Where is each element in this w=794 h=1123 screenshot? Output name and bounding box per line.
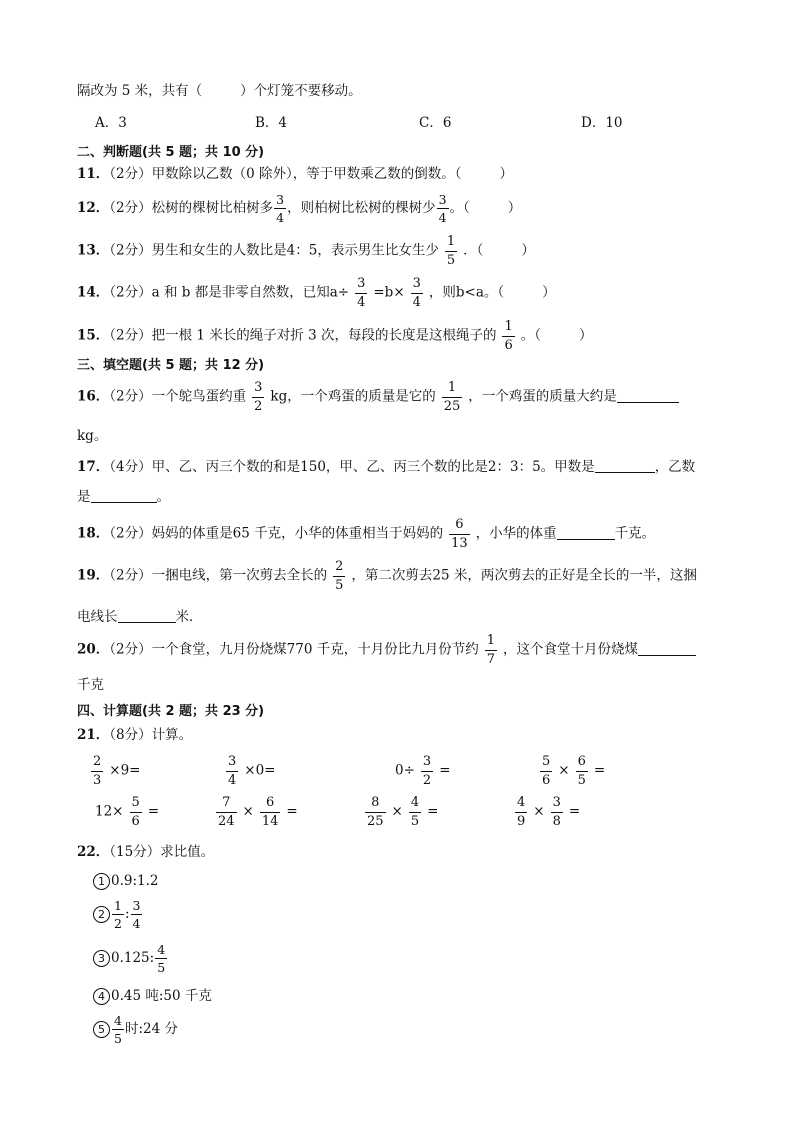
question-text: =b×	[373, 284, 405, 301]
question-13	[77, 235, 535, 267]
calc-tail: =	[568, 803, 581, 820]
question-text: kg，一个鸡蛋的质量是它的	[270, 388, 436, 405]
calc-pre: 12×	[95, 803, 124, 820]
ratio-item-3	[93, 943, 168, 974]
circled-number: 4	[93, 988, 110, 1005]
question-text: ，则b<a。（	[428, 284, 505, 301]
calc-item	[95, 796, 159, 828]
numerator: 8	[371, 795, 380, 810]
numerator: 3	[438, 192, 447, 207]
answer-blank[interactable]	[595, 460, 655, 473]
numerator: 3	[422, 754, 432, 769]
question-number: 20．	[77, 641, 110, 658]
question-points: （2分）	[109, 242, 152, 259]
calc-item	[226, 755, 276, 787]
question-text: ，一个鸡蛋的质量大约是	[468, 388, 617, 405]
question-points: （8分）	[109, 727, 152, 743]
calc-tail: =	[147, 803, 160, 820]
fraction	[131, 899, 143, 930]
numerator: 2	[93, 754, 102, 769]
question-points: （2分）	[109, 327, 152, 344]
calc-tail: ×9=	[109, 762, 141, 779]
question-text: ．（	[463, 242, 484, 259]
denominator: 13	[451, 535, 468, 551]
question-points: （2分）	[109, 567, 152, 584]
question-text: 电线长	[77, 609, 118, 625]
question-14	[77, 277, 556, 309]
question-number: 11．	[77, 166, 110, 182]
question-text: 一个鸵鸟蛋约重	[151, 388, 247, 405]
question-text: 妈妈的体重是65 千克，小华的体重相当于妈妈的	[151, 525, 444, 542]
question-text: 米．	[175, 609, 203, 625]
denominator: 2	[422, 772, 432, 788]
numerator: 1	[486, 633, 495, 648]
question-points: （2分）	[109, 525, 152, 542]
fraction	[252, 381, 264, 413]
paren-close: ）	[521, 242, 535, 259]
q10-option-c: C．6	[419, 115, 452, 131]
numerator: 3	[552, 795, 561, 810]
fraction	[333, 560, 345, 592]
numerator: 7	[222, 795, 231, 810]
question-text: 。	[156, 489, 170, 505]
denominator: 7	[486, 651, 495, 667]
circled-number: 1	[93, 873, 110, 890]
ratio-item-1	[93, 873, 159, 890]
ratio-item-5	[93, 1014, 178, 1045]
ratio-sep: :	[124, 906, 130, 923]
calc-op: ×	[533, 803, 545, 820]
question-number: 19．	[77, 567, 110, 584]
ratio-text: 0.125:	[111, 950, 155, 967]
fraction	[502, 320, 514, 352]
question-21	[77, 729, 192, 743]
question-20	[77, 634, 696, 666]
numerator: 2	[335, 559, 344, 574]
question-number: 12．	[77, 200, 110, 217]
question-points: （2分）	[109, 284, 152, 301]
denominator: 6	[542, 772, 551, 788]
fraction	[260, 796, 281, 828]
denominator: 25	[367, 813, 384, 829]
fraction	[216, 796, 237, 828]
question-number: 22．	[77, 844, 110, 860]
question-text: 计算。	[151, 727, 193, 743]
question-points: （2分）	[109, 641, 152, 658]
denominator: 4	[412, 294, 421, 310]
denominator: 24	[218, 813, 235, 829]
numerator: 6	[455, 517, 464, 532]
denominator: 4	[228, 772, 237, 788]
section-judgement-heading: 二、判断题(共 5 题；共 10 分)	[77, 145, 265, 160]
calc-item	[515, 796, 580, 828]
fraction	[445, 235, 457, 267]
question-text: ，乙数	[654, 459, 696, 475]
answer-blank[interactable]	[557, 527, 615, 540]
question-text: 一捆电线，第一次剪去全长的	[151, 567, 328, 584]
question-16	[77, 381, 679, 413]
question-19	[77, 560, 697, 592]
calc-item	[365, 796, 438, 828]
numerator: 5	[542, 754, 551, 769]
denominator: 2	[254, 398, 263, 414]
numerator: 3	[276, 192, 285, 207]
question-text: 把一根 1 米长的绳子对折 3 次，每段的长度是这根绳子的	[151, 327, 497, 344]
calc-item	[216, 796, 298, 828]
circled-number: 3	[93, 950, 110, 967]
paren-close: ）	[507, 200, 522, 217]
question-text: 。（	[449, 200, 470, 217]
question-text: 求比值。	[160, 844, 215, 860]
question-points: （2分）	[109, 166, 152, 182]
paren-close: ）	[499, 166, 514, 182]
fraction	[515, 796, 527, 828]
question-text: 男生和女生的人数比是4：5，表示男生比女生少	[151, 242, 439, 259]
denominator: 6	[131, 813, 140, 829]
denominator: 5	[410, 813, 420, 829]
question-number: 14．	[77, 284, 110, 301]
question-text: 是	[77, 489, 91, 505]
calc-item	[91, 755, 141, 787]
denominator: 4	[438, 210, 447, 226]
numerator: 1	[504, 319, 513, 334]
question-text: 松树的棵树比柏树多	[151, 200, 274, 217]
denominator: 6	[504, 337, 513, 353]
fraction	[421, 755, 433, 787]
denominator: 3	[93, 772, 102, 788]
calc-item	[395, 755, 451, 787]
ratio-text: 时:24 分	[124, 1021, 178, 1038]
calc-op: ×	[391, 803, 403, 820]
denominator: 8	[552, 813, 561, 829]
calc-op: ×	[558, 762, 570, 779]
question-points: （15分）	[109, 844, 161, 860]
q10-option-d: D．10	[581, 115, 623, 131]
section-calc-heading: 四、计算题(共 2 题；共 23 分)	[77, 704, 265, 719]
denominator: 5	[335, 577, 344, 593]
question-19-cont	[77, 610, 203, 625]
calc-tail: =	[593, 762, 606, 779]
answer-blank[interactable]	[638, 643, 696, 656]
question-22	[77, 846, 214, 860]
paren-close: ）	[542, 284, 556, 301]
question-text: 。（	[520, 327, 542, 344]
denominator: 5	[157, 960, 166, 976]
fraction	[442, 381, 463, 413]
numerator: 1	[446, 234, 456, 249]
question-points: （2分）	[109, 200, 152, 217]
q10-option-a: A．3	[95, 115, 127, 131]
question-11	[77, 168, 513, 182]
fraction	[409, 796, 421, 828]
question-text: ，第二次剪去25 米，两次剪去的正好是全长的一半，这捆	[351, 567, 697, 584]
numerator: 1	[447, 380, 457, 395]
fraction	[449, 518, 470, 550]
question-points: （4分）	[109, 459, 152, 475]
calc-tail: ×0=	[244, 762, 276, 779]
question-text: a 和 b 都是非零自然数，已知a÷	[151, 284, 350, 301]
numerator: 6	[577, 754, 586, 769]
q10-text: 隔改为 5 米，共有（	[77, 83, 203, 99]
question-number: 13．	[77, 242, 110, 259]
numerator: 6	[265, 795, 275, 810]
denominator: 5	[114, 1031, 122, 1047]
denominator: 9	[517, 813, 526, 829]
denominator: 2	[114, 916, 122, 932]
question-text: ，则柏树比松树的棵树少	[287, 200, 436, 217]
fraction	[551, 796, 563, 828]
question-points: （2分）	[109, 388, 152, 405]
calc-tail: =	[439, 762, 451, 779]
section-fill-heading: 三、填空题(共 5 题；共 12 分)	[77, 358, 265, 373]
fraction	[130, 796, 142, 828]
fraction	[274, 193, 286, 224]
calc-tail: =	[427, 803, 439, 820]
calc-tail: =	[286, 803, 298, 820]
question-number: 18．	[77, 525, 110, 542]
circled-number: 2	[93, 906, 110, 923]
answer-blank[interactable]	[617, 390, 679, 403]
denominator: 5	[577, 772, 586, 788]
question-16-cont: kg。	[77, 428, 108, 444]
fraction	[485, 634, 497, 666]
fraction	[226, 755, 238, 787]
fraction	[576, 755, 588, 787]
fraction	[437, 193, 449, 224]
calc-item	[540, 755, 605, 787]
question-text: 甲数除以乙数（0 除外），等于甲数乘乙数的倒数。（	[151, 166, 462, 182]
numerator: 3	[412, 276, 421, 291]
ratio-item-2	[93, 899, 143, 930]
question-17	[77, 460, 695, 475]
ratio-text: 0.9:1.2	[111, 873, 159, 889]
fraction	[112, 899, 124, 930]
denominator: 5	[446, 252, 456, 268]
circled-number: 5	[93, 1021, 110, 1038]
question-text: 甲、乙、丙三个数的和是150，甲、乙、丙三个数的比是2：3：5。甲数是	[151, 459, 595, 475]
denominator: 4	[357, 294, 366, 310]
calc-op: ×	[242, 803, 254, 820]
q10-option-b: B．4	[255, 115, 288, 131]
answer-blank[interactable]	[118, 610, 176, 623]
question-number: 16．	[77, 388, 110, 405]
q10-text-tail: ）个灯笼不要移动。	[240, 83, 362, 99]
fraction	[91, 755, 103, 787]
numerator: 3	[228, 754, 237, 769]
paren-close: ）	[579, 327, 593, 344]
fraction	[355, 277, 367, 309]
denominator: 4	[276, 210, 285, 226]
question-20-cont: 千克	[77, 677, 104, 693]
ratio-item-4	[93, 988, 212, 1005]
fraction	[540, 755, 552, 787]
numerator: 5	[131, 795, 140, 810]
denominator: 4	[132, 916, 141, 932]
denominator: 14	[261, 813, 279, 829]
ratio-text: 0.45 吨:50 千克	[111, 988, 212, 1004]
question-18	[77, 518, 655, 550]
numerator: 3	[357, 276, 366, 291]
question-text: ，这个食堂十月份烧煤	[502, 641, 638, 658]
fraction	[112, 1014, 124, 1045]
numerator: 3	[254, 380, 263, 395]
question-number: 15．	[77, 327, 110, 344]
question-17-cont	[77, 490, 170, 505]
calc-pre: 0÷	[395, 762, 415, 779]
question-text: 一个食堂，九月份烧煤770 千克，十月份比九月份节约	[151, 641, 479, 658]
fraction	[155, 943, 167, 974]
question-text: ，小华的体重	[475, 525, 557, 542]
fraction	[411, 277, 423, 309]
numerator: 1	[114, 898, 122, 913]
numerator: 4	[157, 942, 166, 957]
answer-blank[interactable]	[91, 490, 157, 503]
numerator: 4	[517, 795, 526, 810]
denominator: 25	[443, 398, 461, 414]
question-15	[77, 320, 593, 352]
numerator: 3	[132, 898, 141, 913]
q10-continuation	[77, 85, 362, 99]
numerator: 4	[410, 795, 420, 810]
question-number: 21．	[77, 727, 110, 743]
numerator: 4	[114, 1013, 122, 1028]
question-text: 千克。	[614, 525, 656, 542]
question-12	[77, 193, 521, 224]
fraction	[365, 796, 386, 828]
question-number: 17．	[77, 459, 110, 475]
